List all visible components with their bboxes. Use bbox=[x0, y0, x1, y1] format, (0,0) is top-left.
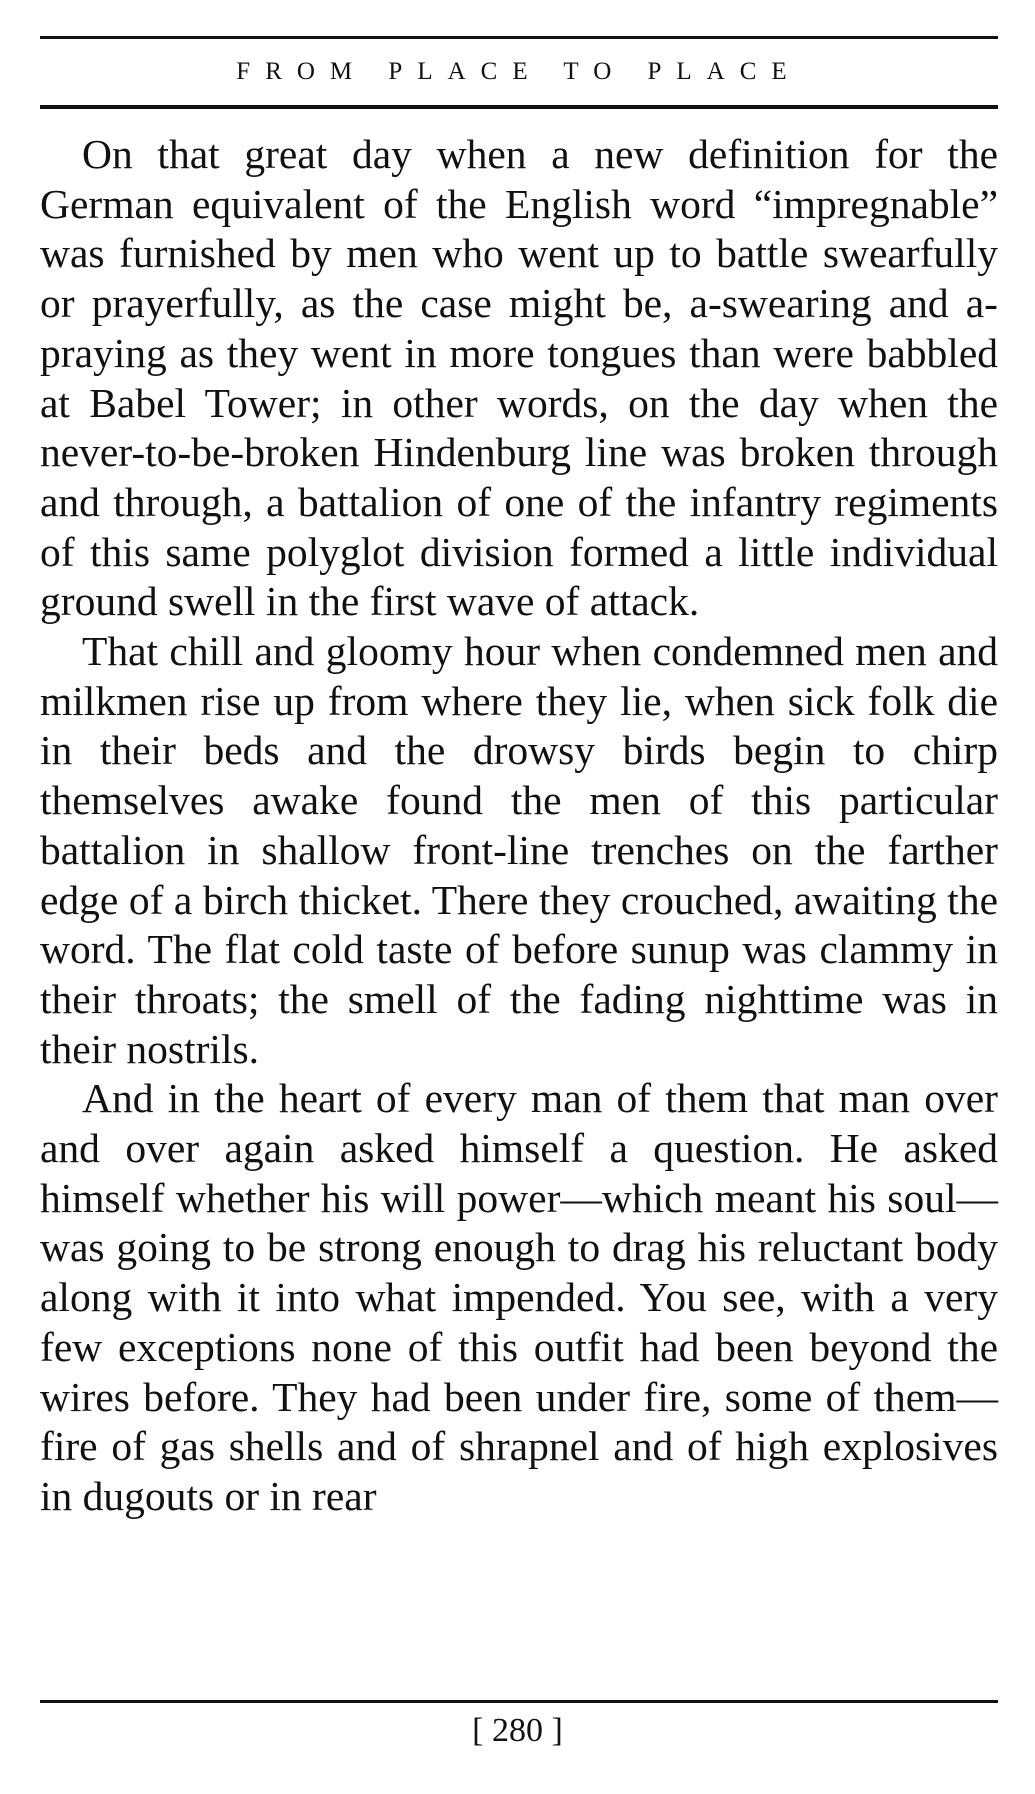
body-text bbox=[40, 130, 998, 1522]
page-number: [ 280 ] bbox=[472, 1712, 563, 1749]
header-rule bbox=[40, 105, 998, 109]
running-head: FROM PLACE TO PLACE bbox=[236, 58, 802, 85]
top-rule bbox=[40, 36, 998, 39]
paragraph-1: On that great day when a new definition for the German equivalent of the English word “impregnable” was furnished by men who went up to battle swearfully or prayerfully, as the case might be, a-swearing and a-praying as they went in more tongues than were babbled at Babel Tower; in other words, on the day when the never-to-be-broken Hindenburg line was broken through and through, a battalion of one of the infantry regiments of this same polyglot division formed a little individual ground swell in the first wave of attack. bbox=[40, 131, 998, 625]
paragraph-3: And in the heart of every man of them that man over and over again asked himself a question. He asked himself whether his will power—which meant his soul—was going to be strong enough to drag his reluctant body along with it into what impended. You see, with a very few exceptions none of this outfit had been beyond the wires before. They had been under fire, some of them—fire of gas shells and of shrapnel and of high explosives in dugouts or in rear bbox=[40, 1075, 998, 1519]
paragraph-2: That chill and gloomy hour when condemned men and milkmen rise up from where they lie, when sick folk die in their beds and the drowsy birds begin to chirp themselves awake found the men of this particular battalion in shallow front-line trenches on the farther edge of a birch thicket. There they crouched, awaiting the word. The flat cold taste of before sunup was clammy in their throats; the smell of the fading nighttime was in their nostrils. bbox=[40, 628, 998, 1072]
footer-rule bbox=[40, 1700, 998, 1703]
